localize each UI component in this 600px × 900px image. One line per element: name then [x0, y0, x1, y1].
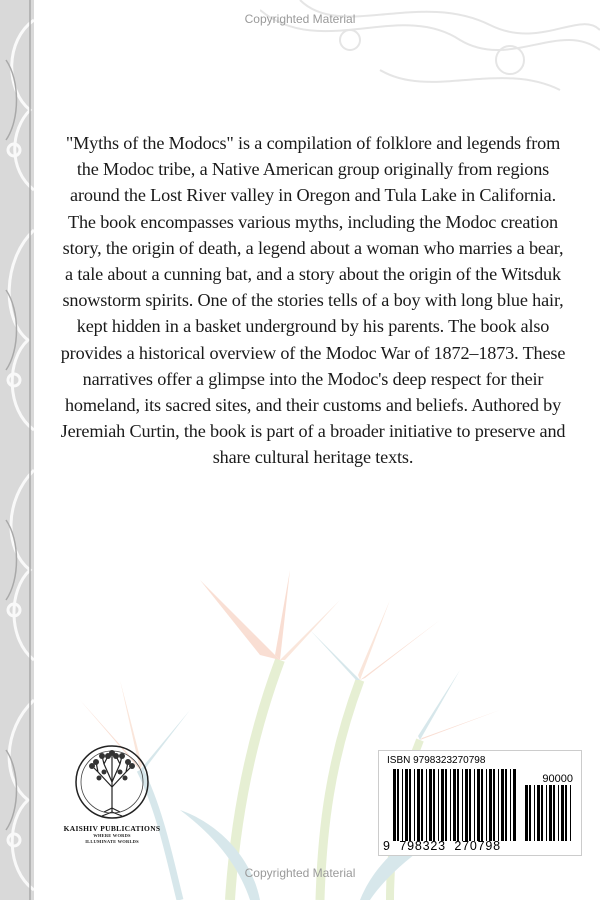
barcode-bar: [469, 769, 471, 841]
barcode-bar: [462, 769, 463, 841]
barcode-bar: [525, 785, 528, 841]
barcode-bar: [537, 785, 540, 841]
publisher-tagline-line2: ILLUMINATE WORLDS: [85, 838, 139, 844]
barcode-digits: [383, 839, 573, 853]
barcode-bar: [541, 785, 543, 841]
barcode-bar: [405, 769, 408, 841]
barcode-bar: [493, 769, 495, 841]
barcode-bars: [393, 769, 517, 841]
price-code: 90000: [542, 773, 573, 785]
barcode-bar: [565, 785, 567, 841]
barcode-bar: [433, 769, 435, 841]
barcode-bar: [465, 769, 468, 841]
barcode-digit-group-1: 798323: [399, 839, 446, 853]
barcode-bar: [534, 785, 535, 841]
barcode-bar: [513, 769, 516, 841]
copyright-notice-top: Copyrighted Material: [244, 12, 356, 26]
barcode-bar: [474, 769, 475, 841]
barcode-bar: [529, 785, 531, 841]
barcode-digit-group-2: 270798: [454, 839, 501, 853]
addon-barcode-bars: [525, 785, 573, 841]
publisher-tagline-line1: WHERE WORDS: [93, 833, 131, 838]
barcode-bar: [489, 769, 492, 841]
barcode-bar: [501, 769, 504, 841]
isbn-label: ISBN 9798323270798: [387, 755, 486, 766]
isbn-barcode: [378, 750, 582, 856]
barcode-bar: [570, 785, 571, 841]
copyright-notice-bottom: Copyrighted Material: [244, 866, 356, 880]
barcode-bar: [429, 769, 432, 841]
barcode-bar: [409, 769, 411, 841]
barcode-bar: [505, 769, 507, 841]
barcode-digit-first: 9: [383, 839, 391, 853]
publisher-name: KAISHIV PUBLICATIONS: [63, 824, 161, 833]
barcode-bar: [477, 769, 480, 841]
barcode-bar: [549, 785, 552, 841]
barcode-bar: [397, 769, 399, 841]
book-description: "Myths of the Modocs" is a compilation of folklore and legends from the Modoc tribe, a Native American group originally from regions around the Lost River valley in Oregon and Tula Lake in California. The book encompasses various myths, including the Modoc creation story, the origin of death, a legend about a woman who marries a bear, a tale about a cunning bat, and a story about the origin of the Witsduk snowstorm spirits. One of the stories tells of a boy with long blue hair, kept hidden in a basket underground by his parents. The book also provides a historical overview of the Modoc War of 1872–1873. These narratives offer a glimpse into the Modoc's deep respect for their homeland, its sacred sites, and their customs and beliefs. Authored by Jeremiah Curtin, the book is part of a broader initiative to preserve and share cultural heritage texts.: [60, 133, 566, 468]
barcode-bar: [421, 769, 423, 841]
barcode-bar: [445, 769, 447, 841]
barcode-bar: [510, 769, 511, 841]
barcode-bar: [393, 769, 396, 841]
barcode-bar: [441, 769, 444, 841]
barcode-bar: [546, 785, 547, 841]
barcode-bar: [558, 785, 559, 841]
barcode-bar: [498, 769, 499, 841]
tree-of-life-icon: [74, 742, 150, 822]
barcode-bar: [486, 769, 487, 841]
barcode-bar: [402, 769, 403, 841]
barcode-bar: [417, 769, 420, 841]
barcode-bar: [426, 769, 427, 841]
barcode-bar: [561, 785, 564, 841]
barcode-bar: [414, 769, 415, 841]
barcode-bar: [481, 769, 483, 841]
decorative-border: [0, 0, 34, 900]
barcode-bar: [438, 769, 439, 841]
barcode-bar: [457, 769, 459, 841]
barcode-bar: [450, 769, 451, 841]
barcode-bar: [553, 785, 555, 841]
barcode-bar: [453, 769, 456, 841]
publisher-logo: [62, 742, 162, 852]
